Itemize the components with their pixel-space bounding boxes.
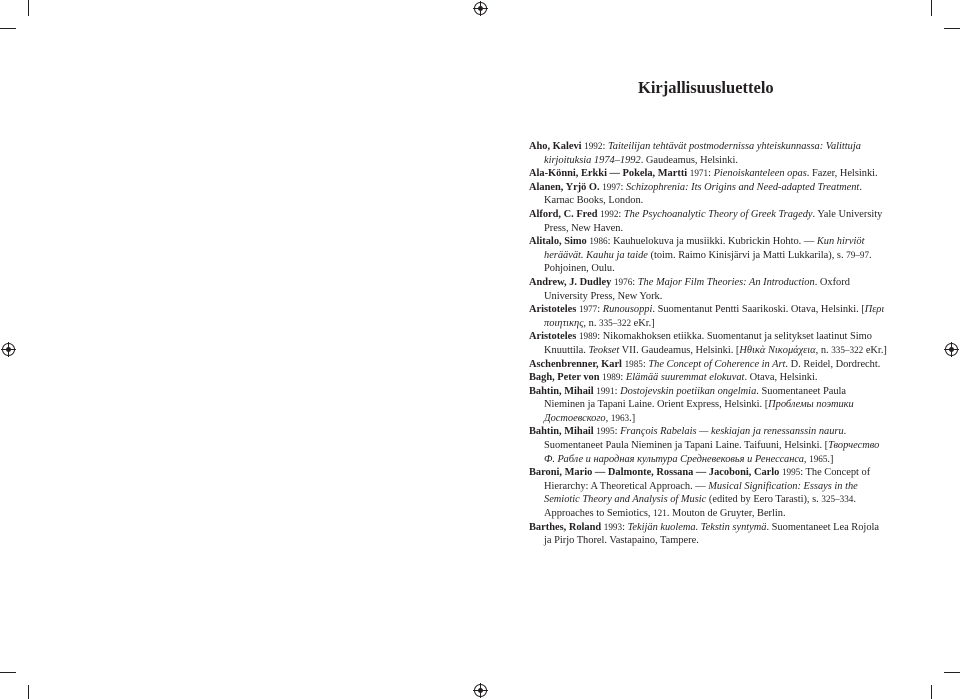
entry-author: Bagh, Peter von: [529, 372, 600, 384]
entry-text: :: [632, 276, 638, 288]
entry-text: :: [642, 358, 649, 370]
entry-number: 1989: [578, 331, 598, 342]
entry-text: : Kauhuelokuva ja musiikki. Kubrickin Hohto. —: [607, 236, 817, 248]
entry-author: Baroni, Mario — Dalmonte, Rossana — Jacoboni, Carlo: [529, 467, 780, 479]
entry-number: 1976: [613, 276, 633, 287]
entry-author: Barthes, Roland: [529, 521, 602, 533]
crop-mark-bottom-left-v: [28, 685, 29, 699]
entry-author: Alitalo, Simo: [529, 236, 587, 248]
registration-mark-left-icon: [2, 343, 15, 356]
entry-text: . Otava, Helsinki.: [744, 372, 818, 384]
entry-text: :: [708, 168, 714, 180]
entry-number: 1993: [603, 521, 623, 532]
entry-title-italic: The Major Film Theories: An Introduction: [637, 276, 815, 288]
entry-author: Alanen, Yrjö O.: [529, 181, 600, 193]
entry-number: 79–97: [846, 249, 870, 260]
entry-text: . Oxford University Press, New York.: [544, 276, 850, 302]
entry-text: . Suomentanut Pentti Saarikoski. Otava, Helsinki. [: [652, 304, 865, 316]
entry-number: 1997: [602, 181, 621, 192]
entry-text: .]: [629, 412, 636, 424]
bibliography-entry: [529, 276, 889, 303]
bibliography-entry: [529, 521, 889, 548]
entry-number: 1971: [689, 168, 709, 179]
entry-number: 1995: [781, 467, 801, 478]
bibliography-entry: [529, 371, 889, 385]
entry-title-italic: Musical Signification: Essays in the Semiotic Theory and Analysis of Music: [544, 480, 858, 506]
bibliography-entry: [529, 358, 889, 372]
entry-title-italic: Teokset: [588, 344, 620, 356]
entry-text: . Gaudeamus, Helsinki.: [640, 154, 738, 166]
entry-title-italic: Taiteilijan tehtävät postmodernissa yhteiskunnassa: Valittuja kirjoituksia 1974–1992: [544, 141, 861, 166]
entry-text: .]: [827, 453, 834, 465]
entry-title-italic: Schizophrenia: Its Origins and Need-adapted Treatment: [626, 181, 860, 193]
crop-mark-top-right-h: [944, 28, 960, 29]
bibliography-list: [529, 140, 889, 548]
entry-title-italic: François Rabelais — keskiajan ja renessanssin nauru: [620, 426, 844, 438]
bibliography-entry: [529, 330, 889, 357]
bibliography-entry: [529, 167, 889, 181]
entry-title-italic: The Concept of Coherence in Art: [648, 358, 786, 370]
registration-mark-top-icon: [474, 2, 487, 15]
entry-number: 1992: [584, 141, 603, 151]
entry-number: 1985: [624, 358, 643, 369]
entry-text: . Approaches to Semiotics,: [544, 494, 856, 520]
bibliography-entry: [529, 140, 889, 167]
entry-author: Aho, Kalevi: [529, 141, 582, 152]
entry-number: 1965: [809, 453, 828, 464]
crop-mark-bottom-right-h: [944, 672, 960, 673]
bibliography-entry: [529, 235, 889, 276]
entry-text: , n.: [583, 317, 600, 329]
entry-text: (toim. Raimo Kinisjärvi ja Matti Lukkarila), s.: [647, 249, 847, 261]
entry-text: : The Concept of Hierarchy: A Theoretical Approach. —: [544, 467, 871, 492]
entry-text: . D. Reidel, Dordrecht.: [785, 358, 881, 370]
entry-number: 1991: [596, 385, 615, 396]
bibliography-entry: [529, 181, 889, 208]
entry-author: Ala-Könni, Erkki — Pokela, Martti: [529, 168, 688, 180]
entry-title-italic: Tekijän kuolema. Tekstin syntymä: [627, 521, 767, 533]
crop-mark-top-right-v: [931, 0, 932, 16]
bibliography-entry: [529, 466, 889, 520]
entry-title-italic: Pienoiskanteleen opas: [713, 168, 807, 180]
entry-text: . Suomentaneet Paula Nieminen ja Tapani Laine. Orient Express, Helsinki. [: [544, 385, 847, 411]
entry-author: Bahtin, Mihail: [529, 385, 594, 397]
crop-mark-bottom-left-h: [0, 672, 16, 673]
page-title: Kirjallisuusluettelo: [638, 78, 774, 97]
entry-title-italic: Runousoppi: [602, 304, 653, 316]
entry-text: :: [614, 426, 621, 438]
crop-mark-top-left-h: [0, 28, 16, 29]
bibliography-entry: [529, 385, 889, 426]
entry-number: 121: [653, 508, 667, 519]
entry-number: 1977: [578, 304, 598, 315]
entry-text: . Yale University Press, New Haven.: [544, 208, 883, 234]
entry-text: :: [602, 141, 608, 152]
entry-text: :: [622, 521, 628, 533]
bibliography-entry: [529, 303, 889, 330]
entry-number: 335–322: [599, 317, 632, 328]
entry-text: . Mouton de Gruyter, Berlin.: [666, 508, 786, 520]
entry-text: : Nikomakhoksen etiikka. Suomentanut ja selitykset laatinut Simo Knuuttila.: [544, 331, 872, 356]
entry-number: 1986: [589, 236, 608, 247]
entry-text: . Pohjoinen, Oulu.: [544, 249, 872, 275]
entry-number: 1992: [600, 208, 619, 219]
entry-title-italic: Περι ποιητικης: [544, 304, 885, 329]
entry-title-italic: Ηθικὰ Νικομάχεια: [739, 344, 816, 356]
entry-text: eKr.]: [631, 317, 655, 329]
entry-number: 1989: [602, 372, 621, 383]
entry-title-italic: Проблемы поэтики Достоевского: [544, 399, 854, 424]
entry-title-italic: The Psychoanalytic Theory of Greek Tragedy: [623, 208, 813, 220]
entry-title-italic: Kun hirviöt heräävät. Kauhu ja taide: [544, 236, 865, 261]
entry-text: ,: [605, 412, 611, 424]
entry-number: 1963: [610, 412, 630, 423]
entry-text: :: [614, 385, 621, 397]
entry-title-italic: Dostojevskin poetiikan ongelmia: [620, 385, 757, 397]
entry-author: Andrew, J. Dudley: [529, 276, 612, 288]
registration-mark-right-icon: [945, 343, 958, 356]
entry-title-italic: Elämää suuremmat elokuvat: [625, 372, 745, 384]
entry-text: :: [620, 181, 627, 193]
entry-text: eKr.]: [863, 344, 887, 356]
entry-text: :: [620, 372, 626, 384]
entry-text: . Suomentaneet Paula Nieminen ja Tapani Laine. Taifuuni, Helsinki. [: [544, 426, 847, 452]
registration-mark-bottom-icon: [474, 684, 487, 697]
entry-text: :: [618, 208, 624, 220]
entry-text: :: [597, 304, 603, 316]
entry-author: Aristoteles: [529, 331, 577, 343]
entry-author: Bahtin, Mihail: [529, 426, 594, 438]
entry-number: 335–322: [831, 344, 864, 355]
entry-text: . Fazer, Helsinki.: [806, 168, 878, 180]
crop-mark-bottom-right-v: [931, 685, 932, 699]
bibliography-entry: [529, 208, 889, 235]
entry-number: 1995: [596, 426, 615, 437]
crop-mark-top-left-v: [28, 0, 29, 16]
entry-text: (edited by Eero Tarasti), s.: [706, 494, 822, 506]
entry-text: ,: [803, 453, 810, 465]
entry-author: Aristoteles: [529, 304, 577, 316]
entry-text: , n.: [815, 344, 832, 356]
entry-text: VII. Gaudeamus, Helsinki. [: [619, 344, 740, 356]
entry-title-italic: Творчество Ф. Рабле и народная культура Средневековья и Ренессанса: [544, 440, 880, 465]
entry-number: 325–334: [821, 494, 854, 505]
entry-text: . Karnac Books, London.: [544, 181, 862, 207]
entry-author: Aschenbrenner, Karl: [529, 358, 622, 370]
entry-author: Alford, C. Fred: [529, 208, 598, 220]
bibliography-entry: [529, 425, 889, 466]
entry-text: . Suomentaneet Lea Rojola ja Pirjo Thorel. Vastapaino, Tampere.: [544, 521, 880, 547]
